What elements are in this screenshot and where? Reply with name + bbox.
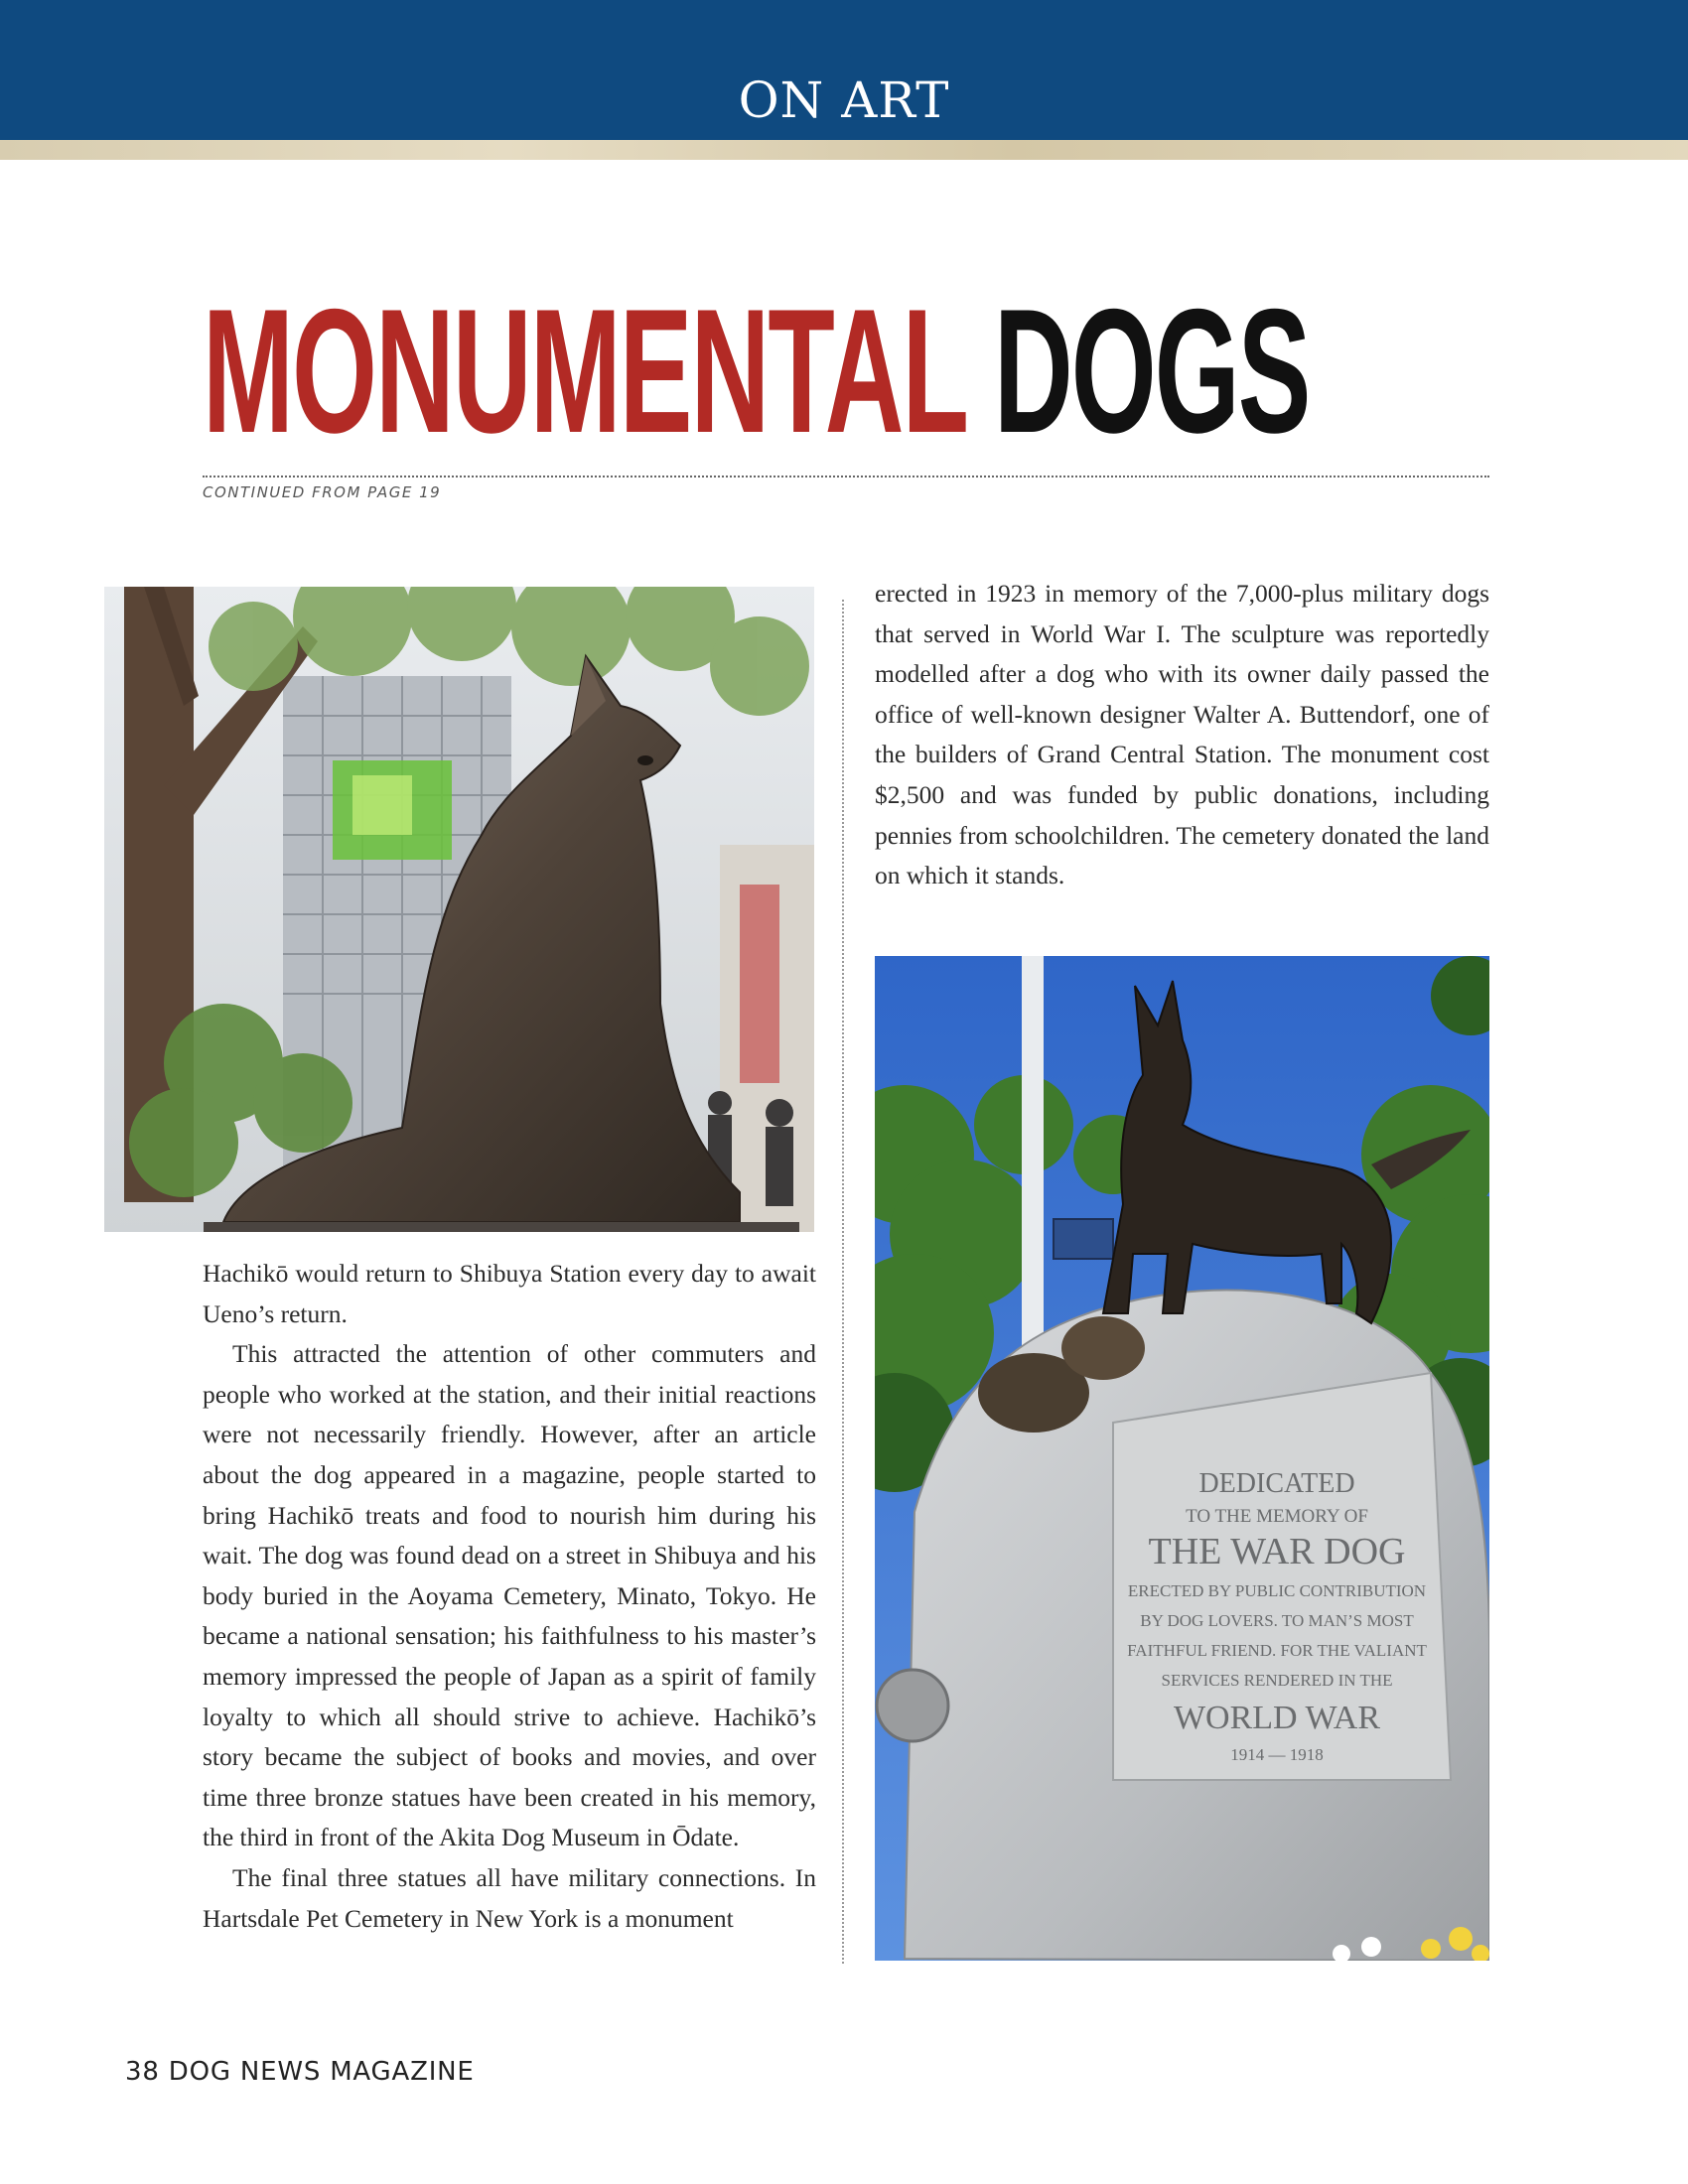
- left-column-text: [203, 1254, 816, 1939]
- headline-rule: [203, 476, 1489, 478]
- paragraph-2: This attracted the attention of other commuters and people who worked at the station, and their initial reactions were not necessarily friendly. However, after an article about the dog appeared in a magazine, people started to bring Hachikō treats and food to nourish him during his wait. The dog was found dead on a street in Shibuya and his body buried in the Aoyama Cemetery, Minato, Tokyo. He became a national sensation; his faithfulness to his master’s memory impressed the people of Japan as a spirit of family loyalty to which all should strive to achieve. Hachikō’s story became the subject of books and movies, and over time three bronze statues have been created in his memory, the third in front of the Akita Dog Museum in Ōdate.: [203, 1339, 816, 1852]
- inscription-line-9: 1914 — 1918: [1230, 1745, 1324, 1764]
- paragraph-1: Hachikō would return to Shibuya Station every day to await Ueno’s return.: [203, 1259, 816, 1328]
- continued-note: CONTINUED FROM PAGE 19: [203, 483, 442, 501]
- footer-page-label: 38 DOG NEWS MAGAZINE: [125, 2057, 475, 2087]
- headline-word-monumental: MONUMENTAL: [203, 272, 966, 470]
- paragraph-3: The final three statues all have military connections. In Hartsdale Pet Cemetery in New York is a monument: [203, 1862, 816, 1933]
- hachiko-photo-illustration: [104, 587, 814, 1232]
- inscription-line-7: SERVICES RENDERED IN THE: [1161, 1671, 1393, 1690]
- inscription-line-2: TO THE MEMORY OF: [1186, 1506, 1368, 1527]
- header-stripe: [0, 140, 1688, 160]
- headline-space: [965, 272, 994, 470]
- headline: [203, 272, 1310, 470]
- war-dog-photo-illustration: [875, 956, 1489, 1961]
- inscription-line-6: FAITHFUL FRIEND. FOR THE VALIANT: [1127, 1641, 1427, 1660]
- inscription-line-5: BY DOG LOVERS. TO MAN’S MOST: [1140, 1611, 1414, 1630]
- column-divider: [842, 600, 844, 1964]
- inscription-line-1: DEDICATED: [1198, 1468, 1355, 1499]
- war-dog-monument-photo: [875, 956, 1489, 1961]
- right-column-text: [875, 574, 1489, 896]
- hachiko-statue-photo: [104, 587, 814, 1232]
- section-label: ON ART: [738, 71, 950, 129]
- headline-word-dogs: DOGS: [993, 272, 1310, 470]
- inscription-line-3: THE WAR DOG: [1148, 1531, 1406, 1572]
- paragraph-4: erected in 1923 in memory of the 7,000-plus military dogs that served in World War I. The sculpture was reportedly modelled after a dog who with its owner daily passed the office of well-known designer Walter A. Buttendorf, one of the builders of Grand Central Station. The monument cost $2,500 and was funded by public donations, including pennies from schoolchildren. The cemetery donated the land on which it stands.: [875, 579, 1489, 890]
- inscription-line-8: WORLD WAR: [1173, 1700, 1381, 1736]
- inscription-line-4: ERECTED BY PUBLIC CONTRIBUTION: [1127, 1581, 1427, 1600]
